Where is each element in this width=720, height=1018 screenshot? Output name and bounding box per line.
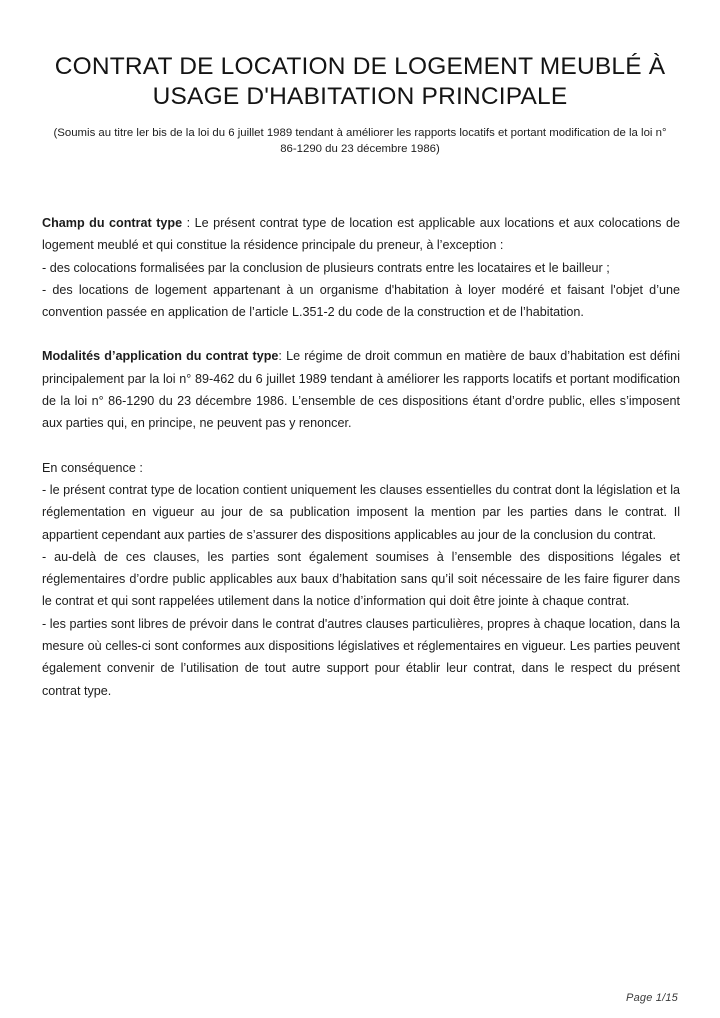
paragraph-consequence-bullet-1: - le présent contrat type de location contient uniquement les clauses essentielles du contrat dont la législation et la réglementation en vigueur au jour de sa publication imposent la mention par les parties dans le contrat. Il appartient cependant aux parties de s’assurer des dispositions applicables au jour de la conclusion du contrat. (42, 482, 680, 542)
modalites-lead-label: Modalités d’application du contrat type (42, 349, 279, 364)
paragraph-consequence-bullet-2: - au-delà de ces clauses, les parties sont également soumises à l’ensemble des dispositions légales et réglementaires d’ordre public applicables aux baux d’habitation sans qu’il soit nécessaire de les faire figurer dans le contrat et qui sont rappelées utilement dans la notice d’information qui doit être jointe à chaque contrat. (42, 549, 680, 609)
champ-lead-label: Champ du contrat type (42, 216, 183, 230)
block-spacer (42, 323, 680, 345)
paragraph-modalites (42, 345, 680, 434)
block-spacer (42, 435, 680, 457)
page-title: CONTRAT DE LOCATION DE LOGEMENT MEUBLÉ À USAGE D'HABITATION PRINCIPALE (54, 53, 666, 110)
document-body (42, 212, 680, 702)
paragraph-consequence-heading: En conséquence : (42, 460, 143, 475)
paragraph-champ-intro (42, 212, 680, 257)
title-block (46, 52, 674, 112)
modalites-body-text: : Le régime de droit commun en matière de baux d’habitation est défini principalement par la loi n° 89-462 du 6 juillet 1989 tendant à améliorer les rapports locatifs et portant modification de la loi n° 86-1290 du 23 décembre 1986. L’ensemble de ces dispositions étant d’ordre public, elles s’imposent aux parties qui, en principe, ne peuvent pas y renoncer. (42, 349, 680, 431)
document-subtitle: (Soumis au titre ler bis de la loi du 6 juillet 1989 tendant à améliorer les rapports locatifs et portant modification de la loi n° 86-1290 du 23 décembre 1986) (53, 127, 667, 155)
page-footer: Page 1/15 (626, 992, 678, 1004)
champ-intro-text: : Le présent contrat type de location est applicable aux locations et aux colocations de logement meublé et qui constitue la résidence principale du preneur, à l’exception : (42, 216, 680, 253)
paragraph-champ-bullet-2: - des locations de logement appartenant à un organisme d'habitation à loyer modéré et faisant l'objet d’une convention passée en application de l’article L.351-2 du code de la construction et de l’habitation. (42, 282, 680, 320)
paragraph-consequence-bullet-3: - les parties sont libres de prévoir dans le contrat d'autres clauses particulières, propres à chaque location, dans la mesure où celles-ci sont conformes aux dispositions législatives et réglementaires en vigueur. Les parties peuvent également convenir de l’utilisation de tout autre support pour établir leur contrat, dans le respect du présent contrat type. (42, 616, 680, 698)
paragraph-champ-bullet-1: - des colocations formalisées par la conclusion de plusieurs contrats entre les locataires et le bailleur ; (42, 260, 610, 275)
